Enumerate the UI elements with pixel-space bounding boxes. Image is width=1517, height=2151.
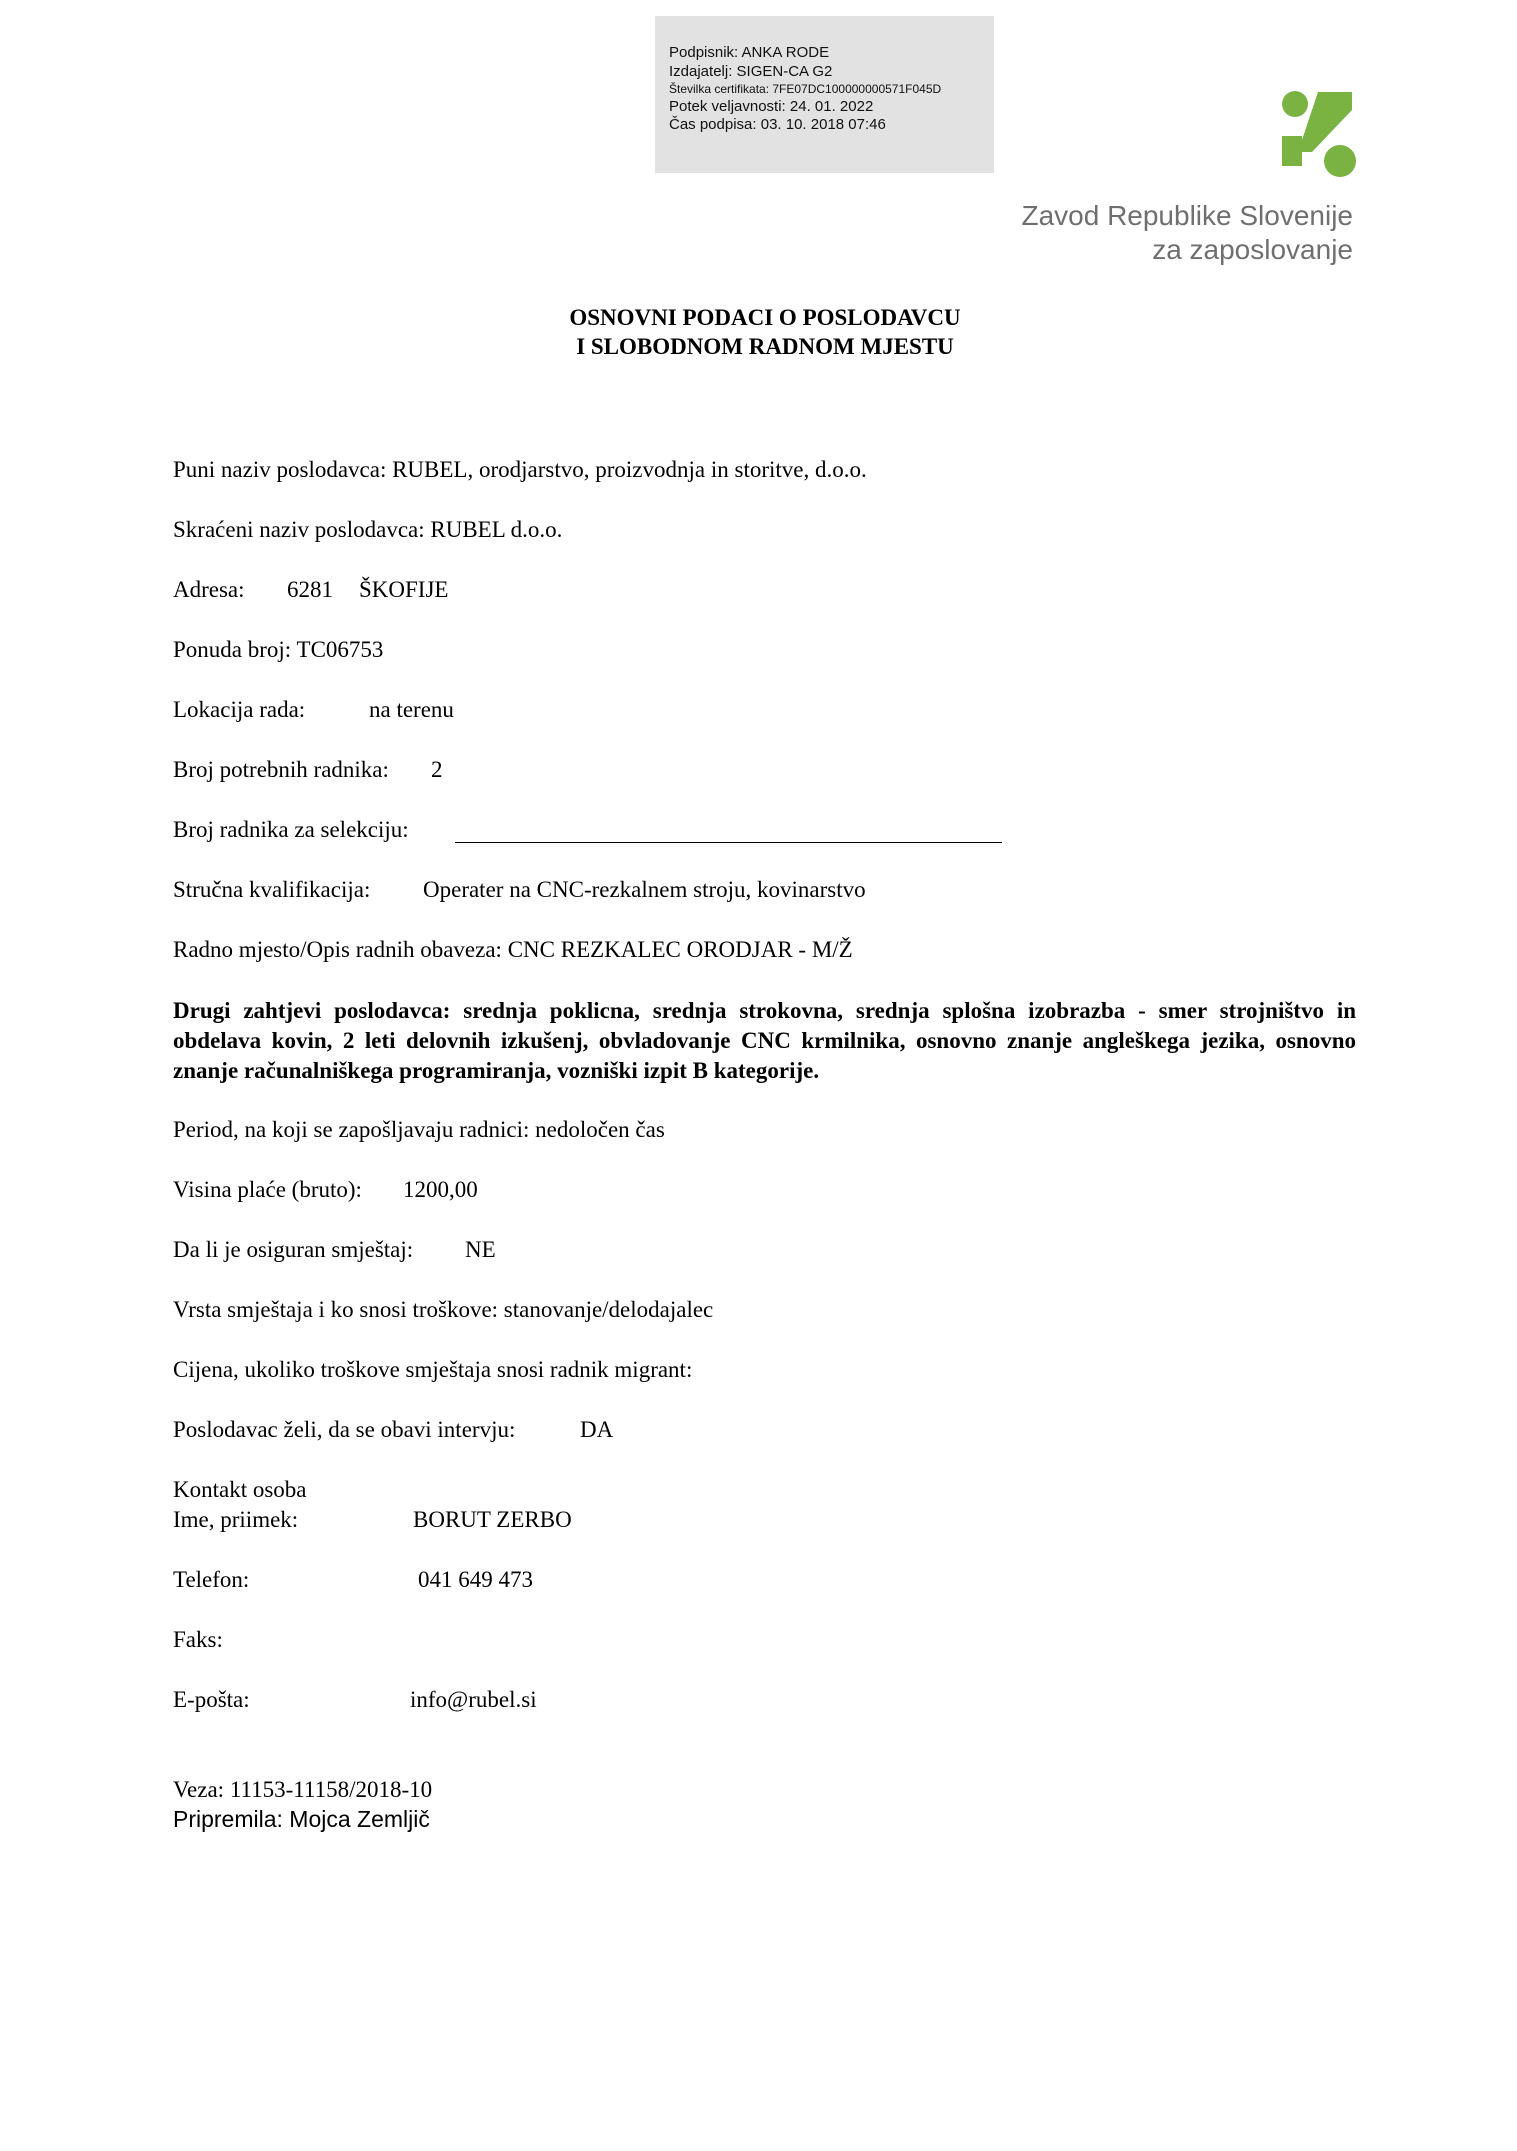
field-offer-number: Ponuda broj: TC06753	[173, 637, 384, 662]
contact-phone-row: Telefon: 041 649 473	[173, 1567, 533, 1592]
address-city: ŠKOFIJE	[359, 577, 449, 602]
field-job-description: Radno mjesto/Opis radnih obaveza: CNC REZKALEC ORODJAR - M/Ž	[173, 937, 853, 962]
field-accommodation-provided: Da li je osiguran smještaj: NE	[173, 1237, 496, 1262]
contact-heading: Kontakt osoba	[173, 1477, 307, 1502]
signature-certificate: Številka certifikata: 7FE07DC100000000571F045D	[669, 82, 942, 96]
field-selection-count: Broj radnika za selekciju:	[173, 817, 409, 842]
accommodation-provided-value: NE	[465, 1237, 496, 1262]
address-postcode: 6281	[287, 577, 333, 602]
field-short-name: Skraćeni naziv poslodavca: RUBEL d.o.o.	[173, 517, 563, 542]
contact-email[interactable]: info@rubel.si	[410, 1687, 537, 1712]
organization-name-line1: Zavod Republike Slovenije	[1021, 200, 1353, 231]
field-full-name: Puni naziv poslodavca: RUBEL, orodjarstvo, proizvodnja in storitve, d.o.o.	[173, 457, 867, 482]
contact-name-row: Ime, priimek: BORUT ZERBO	[173, 1507, 572, 1532]
prepared-by: Pripremila: Mojca Zemljič	[173, 1806, 430, 1832]
contact-phone: 041 649 473	[418, 1567, 533, 1592]
field-accommodation-type: Vrsta smještaja i ko snosi troškove: stanovanje/delodajalec	[173, 1297, 714, 1322]
signature-signed-at: Čas podpisa: 03. 10. 2018 07:46	[669, 116, 886, 133]
workers-needed-value: 2	[431, 757, 443, 782]
field-work-location: Lokacija rada: na terenu	[173, 697, 454, 722]
field-address: Adresa: 6281 ŠKOFIJE	[173, 577, 449, 602]
qualification-value: Operater na CNC-rezkalnem stroju, kovinarstvo	[423, 877, 866, 902]
contact-name: BORUT ZERBO	[413, 1507, 572, 1532]
reference-number: Veza: 11153-11158/2018-10	[173, 1777, 433, 1802]
signature-issuer: Izdajatelj: SIGEN-CA G2	[669, 63, 833, 80]
field-qualification: Stručna kvalifikacija: Operater na CNC-rezkalnem stroju, kovinarstvo	[173, 877, 866, 902]
selection-count-blank-line	[455, 842, 1002, 843]
interview-value: DA	[580, 1417, 614, 1442]
contact-fax-row: Faks:	[173, 1627, 223, 1652]
signature-signer: Podpisnik: ANKA RODE	[669, 44, 830, 61]
document-title-line1: OSNOVNI PODACI O POSLODAVCU	[569, 305, 961, 330]
salary-value: 1200,00	[403, 1177, 478, 1202]
field-accommodation-cost: Cijena, ukoliko troškove smještaja snosi radnik migrant:	[173, 1357, 693, 1382]
field-workers-needed: Broj potrebnih radnika: 2	[173, 757, 443, 782]
employer-requirements: Drugi zahtjevi poslodavca: srednja poklicna, srednja strokovna, srednja splošna izobrazba - smer strojništvo in obdelava kovin, 2 leti delovnih izkušenj, obvladovanje CNC krmilnika, osnovno znanje angleškega jezika, osnovno znanje računalniškega programiranja, vozniški izpit B kategorije.	[173, 998, 1356, 1083]
work-location-value: na terenu	[369, 697, 454, 722]
digital-signature-box	[655, 16, 994, 173]
field-interview: Poslodavac želi, da se obavi intervju: DA	[173, 1417, 614, 1442]
signature-valid-until: Potek veljavnosti: 24. 01. 2022	[669, 98, 874, 115]
zrsz-logo-icon	[1280, 90, 1356, 180]
organization-name-line2: za zaposlovanje	[1152, 234, 1353, 265]
field-employment-period: Period, na koji se zapošljavaju radnici: nedoločen čas	[173, 1117, 665, 1142]
field-salary: Visina plaće (bruto): 1200,00	[173, 1177, 478, 1202]
contact-email-row: E-pošta: info@rubel.si	[173, 1687, 537, 1712]
document-title-line2: I SLOBODNOM RADNOM MJESTU	[576, 334, 954, 359]
